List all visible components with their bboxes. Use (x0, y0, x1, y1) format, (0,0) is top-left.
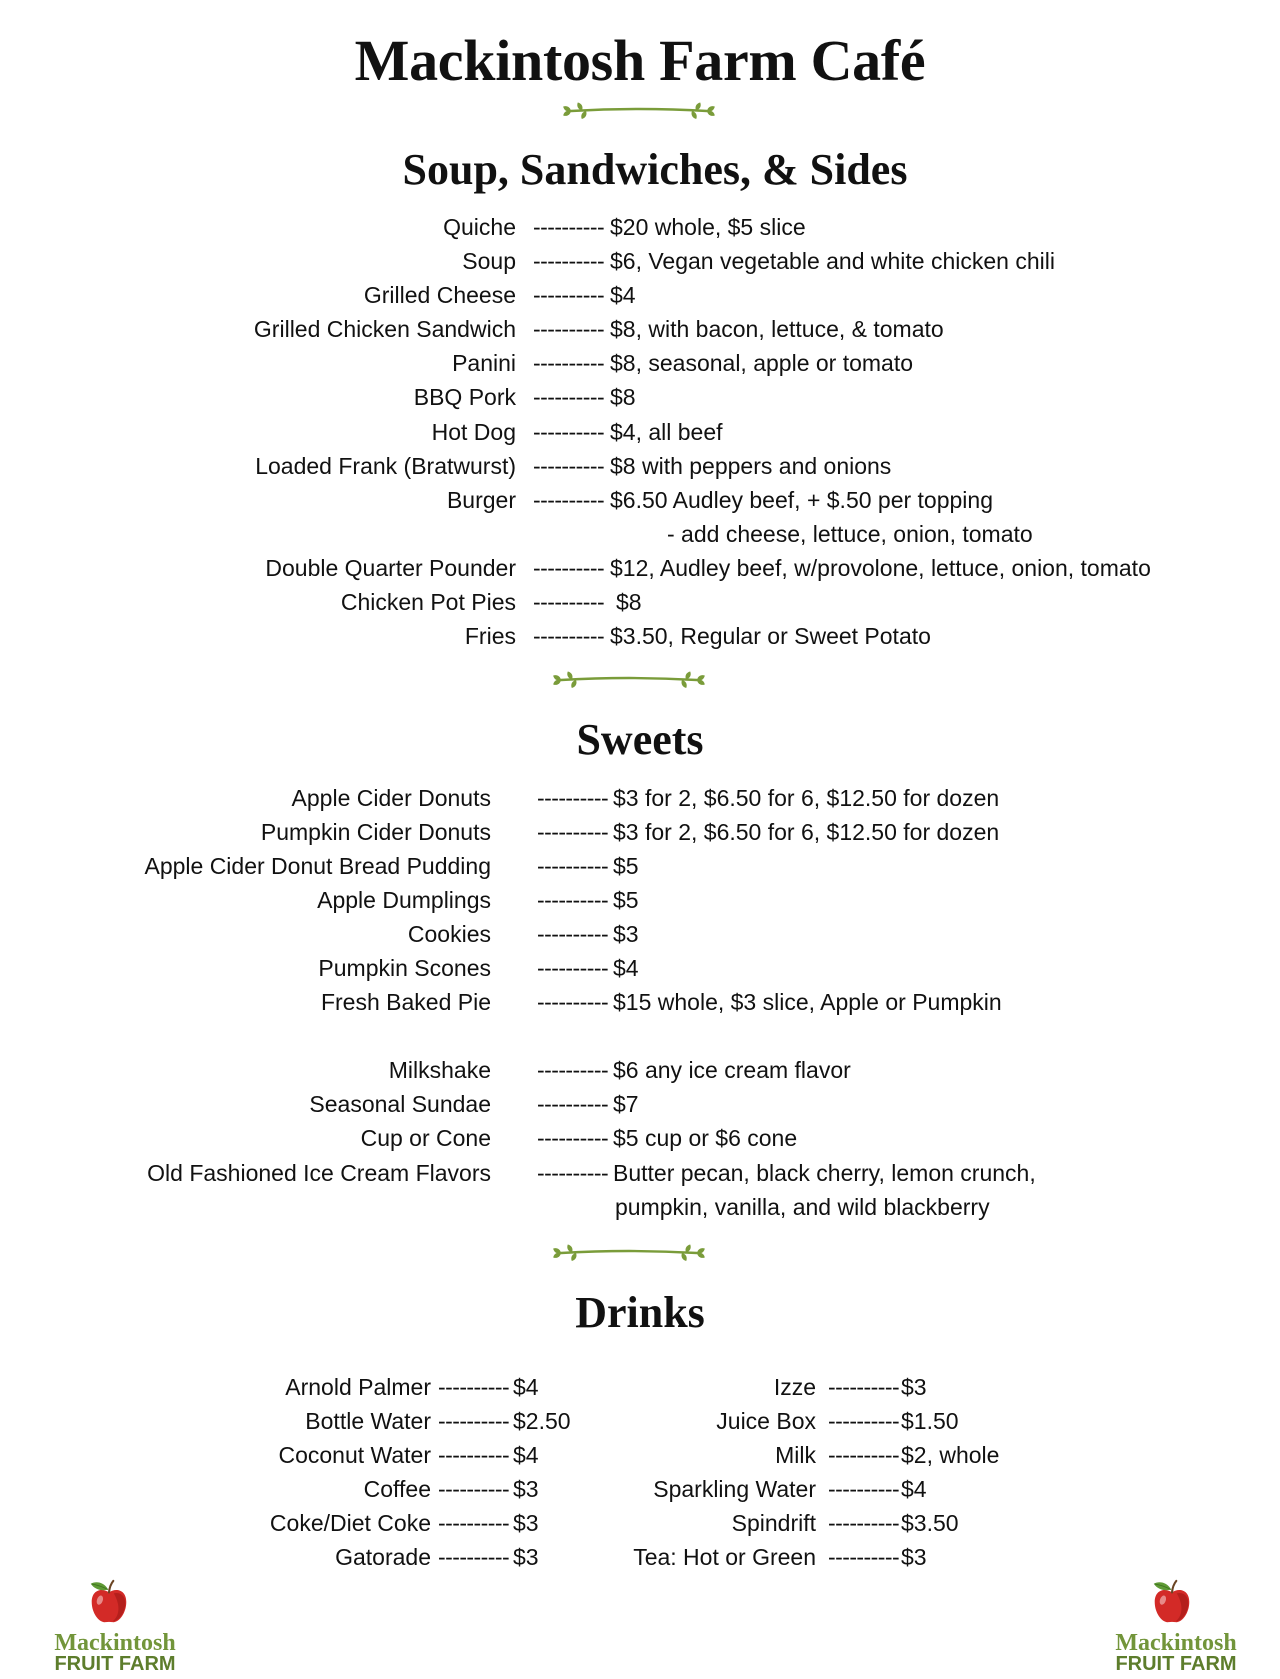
menu-item-row (0, 1121, 1280, 1155)
leader-dashes: ---------- (537, 852, 609, 879)
menu-item-row (0, 1472, 1280, 1506)
section-heading-soup-sandwiches-sides: Soup, Sandwiches, & Sides (402, 145, 908, 194)
leader-dashes: ---------- (438, 1408, 510, 1434)
item-price: $4 (901, 1476, 927, 1502)
item-name: Cup or Cone (360, 1125, 491, 1152)
item-name: Soup (462, 248, 516, 275)
menu-item-row (0, 1540, 1280, 1574)
item-name: Bottle Water (305, 1408, 431, 1434)
item-name: Fresh Baked Pie (320, 989, 491, 1016)
page-title: Mackintosh Farm Café (354, 28, 926, 93)
leader-dashes: ---------- (533, 452, 605, 479)
item-name: Apple Dumplings (317, 886, 491, 913)
item-price: $3 (901, 1544, 927, 1570)
item-price: $3 for 2, $6.50 for 6, $12.50 for dozen (613, 818, 1000, 845)
drinks-list-right (0, 1370, 1280, 1574)
leader-dashes: ---------- (828, 1510, 900, 1536)
leader-dashes: ---------- (533, 623, 605, 650)
leader-dashes: ---------- (438, 1544, 510, 1570)
item-name: Pumpkin Cider Donuts (260, 818, 491, 845)
item-price: $3 (613, 920, 639, 947)
item-name: Milk (775, 1442, 816, 1468)
menu-item-row (0, 483, 1280, 517)
menu-item-note-row (0, 517, 1280, 551)
item-price: $8 (610, 384, 636, 411)
item-price: $6, Vegan vegetable and white chicken chili (610, 248, 1055, 275)
menu-item-row (0, 1506, 1280, 1540)
farm-logo-left (51, 1578, 179, 1676)
menu-item-row (0, 781, 1280, 815)
item-price: $6 any ice cream flavor (613, 1057, 851, 1084)
item-price: $5 cup or $6 cone (613, 1125, 798, 1152)
item-price: $8, with bacon, lettuce, & tomato (610, 316, 944, 343)
item-name: Spindrift (731, 1510, 816, 1536)
leader-dashes: ---------- (537, 1091, 609, 1118)
section-heading-drinks: Drinks (575, 1288, 705, 1337)
apple-icon (85, 1578, 133, 1626)
menu-item-row (0, 1053, 1280, 1087)
leader-dashes: ---------- (537, 954, 609, 981)
leader-dashes: ---------- (533, 418, 605, 445)
menu-item-row (0, 210, 1280, 244)
vine-divider-icon (551, 1241, 707, 1263)
leader-dashes: ---------- (828, 1476, 900, 1502)
leader-dashes: ---------- (828, 1374, 900, 1400)
leader-dashes: ---------- (537, 989, 609, 1016)
item-price: $2, whole (901, 1442, 1000, 1468)
leader-dashes: ---------- (537, 1159, 609, 1186)
item-name: Pumpkin Scones (318, 954, 491, 981)
menu-item-row (0, 585, 1280, 619)
apple-icon (1148, 1578, 1196, 1626)
spacer (0, 1019, 1280, 1053)
item-name: Burger (446, 486, 516, 513)
leader-dashes: ---------- (828, 1442, 900, 1468)
leader-dashes: ---------- (537, 1125, 609, 1152)
soup-sandwiches-sides-list (0, 210, 1280, 653)
item-name: Sparkling Water (653, 1476, 816, 1502)
item-name: Coffee (363, 1476, 431, 1502)
leader-dashes: ---------- (537, 1057, 609, 1084)
item-price: $2.50 (513, 1408, 571, 1434)
item-price: $5 (613, 886, 639, 913)
item-price: $4 (613, 954, 639, 981)
item-note: - add cheese, lettuce, onion, tomato (667, 520, 1033, 547)
leader-dashes: ---------- (438, 1510, 510, 1536)
item-name: Quiche (443, 214, 516, 240)
item-name: Milkshake (388, 1057, 491, 1084)
sweets-list (0, 781, 1280, 1224)
menu-item-row (0, 849, 1280, 883)
item-price: $3 for 2, $6.50 for 6, $12.50 for dozen (613, 784, 1000, 811)
leader-dashes: ---------- (537, 886, 609, 913)
item-price: $6.50 Audley beef, + $.50 per topping (610, 486, 994, 513)
item-name: BBQ Pork (413, 384, 516, 411)
leader-dashes: ---------- (537, 920, 609, 947)
leader-dashes: ---------- (537, 818, 609, 845)
item-price: $3 (513, 1544, 539, 1570)
item-price: $3 (901, 1374, 927, 1400)
item-name: Panini (452, 350, 516, 377)
vine-divider-icon (561, 99, 717, 121)
item-name: Apple Cider Donut Bread Pudding (144, 852, 491, 879)
menu-item-row (0, 278, 1280, 312)
item-name: Cookies (407, 920, 491, 947)
menu-item-row (0, 1087, 1280, 1121)
leader-dashes: ---------- (533, 248, 605, 275)
item-price: $1.50 (901, 1408, 959, 1434)
leader-dashes: ---------- (533, 486, 605, 513)
item-price: $7 (613, 1091, 639, 1118)
item-name: Double Quarter Pounder (265, 554, 516, 581)
menu-item-row (0, 1370, 1280, 1404)
item-name: Grilled Cheese (363, 282, 516, 309)
item-price: $4 (513, 1442, 539, 1468)
item-price: $8 with peppers and onions (610, 452, 892, 479)
leader-dashes: ---------- (828, 1408, 900, 1434)
menu-item-row (0, 312, 1280, 346)
menu-item-row (0, 244, 1280, 278)
menu-item-note-row (0, 1190, 1280, 1224)
item-price: $3 (513, 1510, 539, 1536)
leader-dashes: ---------- (533, 554, 605, 581)
menu-item-row (0, 619, 1280, 653)
item-name: Fries (464, 623, 516, 650)
item-name: Apple Cider Donuts (291, 784, 491, 811)
item-name: Grilled Chicken Sandwich (253, 316, 516, 343)
vine-divider-icon (551, 668, 707, 690)
leader-dashes: ---------- (438, 1374, 510, 1400)
item-price: $3 (513, 1476, 539, 1502)
leader-dashes: ---------- (533, 384, 605, 411)
menu-item-row (0, 917, 1280, 951)
item-price: $8 (616, 589, 642, 616)
menu-item-row (0, 1404, 1280, 1438)
item-name: Hot Dog (431, 418, 516, 445)
menu-item-row (0, 380, 1280, 414)
menu-item-row (0, 551, 1280, 585)
menu-item-row (0, 1156, 1280, 1190)
item-name: Tea: Hot or Green (633, 1544, 816, 1570)
farm-logo-right (1112, 1578, 1240, 1676)
menu-item-row (0, 815, 1280, 849)
menu-item-row (0, 346, 1280, 380)
menu-item-row (0, 449, 1280, 483)
item-price: $4, all beef (610, 418, 723, 445)
item-name: Coconut Water (278, 1442, 431, 1468)
leader-dashes: ---------- (533, 214, 605, 240)
item-name: Chicken Pot Pies (340, 589, 516, 616)
menu-item-row (0, 1438, 1280, 1472)
leader-dashes: ---------- (533, 316, 605, 343)
logo-name-line1: Mackintosh (54, 1630, 176, 1656)
leader-dashes: ---------- (537, 784, 609, 811)
item-price: $3.50, Regular or Sweet Potato (610, 623, 931, 650)
leader-dashes: ---------- (533, 282, 605, 309)
item-name: Izze (773, 1374, 816, 1400)
item-price: $15 whole, $3 slice, Apple or Pumpkin (613, 989, 1002, 1016)
item-name: Seasonal Sundae (309, 1091, 491, 1118)
leader-dashes: ---------- (533, 589, 605, 616)
section-heading-sweets: Sweets (576, 715, 704, 764)
menu-item-row (0, 415, 1280, 449)
item-name: Old Fashioned Ice Cream Flavors (147, 1159, 491, 1186)
item-price: $3.50 (901, 1510, 959, 1536)
leader-dashes: ---------- (828, 1544, 900, 1570)
menu-item-row (0, 951, 1280, 985)
logo-name-line2: FRUIT FARM (54, 1653, 176, 1675)
item-name: Loaded Frank (Bratwurst) (255, 452, 516, 479)
item-price: Butter pecan, black cherry, lemon crunch, (613, 1159, 1036, 1186)
leader-dashes: ---------- (438, 1442, 510, 1468)
leader-dashes: ---------- (438, 1476, 510, 1502)
item-price: $5 (613, 852, 639, 879)
item-price: $12, Audley beef, w/provolone, lettuce, onion, tomato (610, 554, 1151, 581)
item-price: $4 (610, 282, 636, 309)
item-name: Coke/Diet Coke (269, 1510, 431, 1536)
item-name: Juice Box (716, 1408, 816, 1434)
item-price: $8, seasonal, apple or tomato (610, 350, 914, 377)
menu-item-row (0, 985, 1280, 1019)
leader-dashes: ---------- (533, 350, 605, 377)
item-note: pumpkin, vanilla, and wild blackberry (615, 1193, 990, 1220)
logo-name-line2: FRUIT FARM (1115, 1653, 1237, 1675)
item-name: Arnold Palmer (285, 1374, 431, 1400)
item-price: $4 (513, 1374, 539, 1400)
item-name: Gatorade (335, 1544, 431, 1570)
item-price: $20 whole, $5 slice (610, 214, 806, 240)
logo-name-line1: Mackintosh (1115, 1630, 1237, 1656)
menu-item-row (0, 883, 1280, 917)
